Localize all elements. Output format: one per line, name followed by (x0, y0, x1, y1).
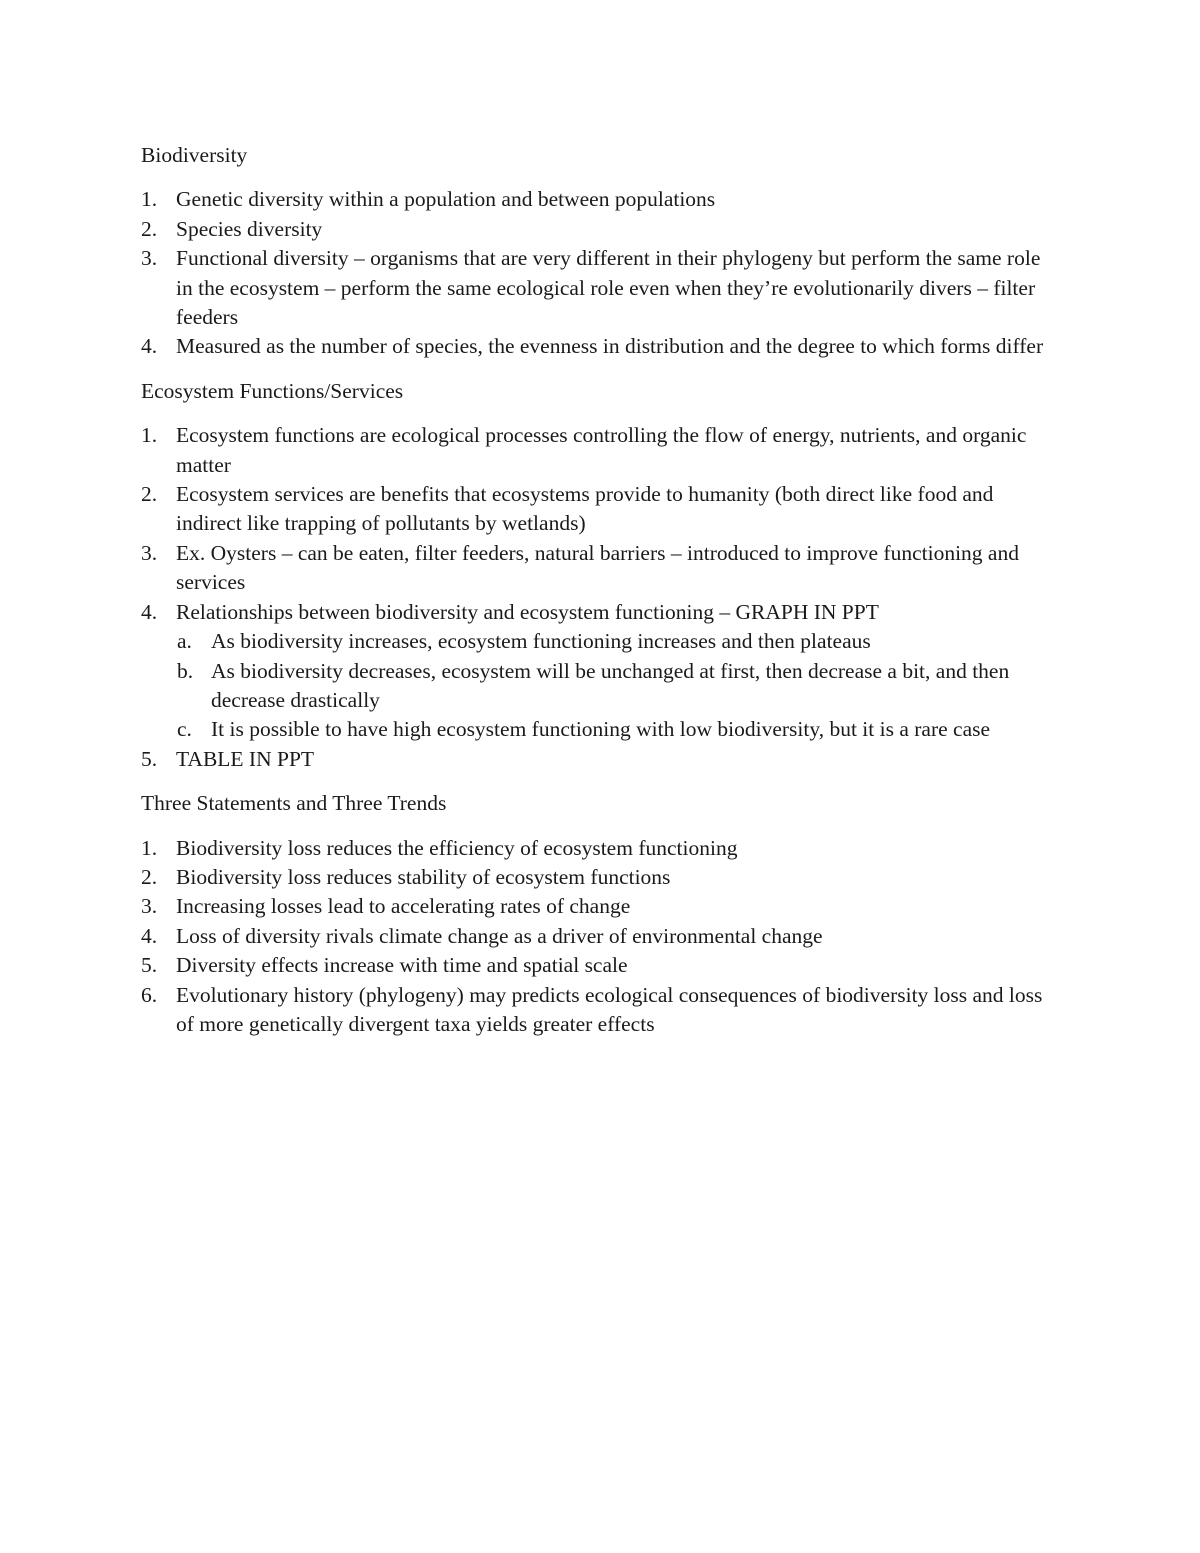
list-marker: 3. (141, 894, 158, 919)
list-item (141, 332, 1061, 361)
list-marker: 2. (141, 216, 158, 241)
sublist-marker: c. (177, 717, 192, 742)
sublist-item-text: As biodiversity decreases, ecosystem will be unchanged at first, then decrease a bit, and then decrease drastically (211, 658, 1010, 712)
list-item-text: Species diversity (176, 216, 323, 241)
sublist-item-text: As biodiversity increases, ecosystem functioning increases and then plateaus (211, 629, 871, 654)
list-item (141, 480, 1061, 539)
list-marker: 2. (141, 482, 158, 507)
section-title-ecosystem-functions: Ecosystem Functions/Services (141, 378, 404, 403)
document-page (141, 141, 1061, 1054)
list-item (141, 185, 1061, 214)
list-marker: 4. (141, 599, 158, 624)
list-marker: 4. (141, 334, 158, 359)
list-marker: 1. (141, 423, 158, 448)
list-item-text: Functional diversity – organisms that are very different in their phylogeny but perform the same role in the ecosystem – perform the same ecological role even when they’re evolutionarily divers – filter feeders (176, 246, 1041, 330)
list-item (141, 981, 1061, 1040)
sublist-marker: a. (177, 629, 192, 654)
list-marker: 5. (141, 746, 158, 771)
list-item-text: Ecosystem functions are ecological processes controlling the flow of energy, nutrients, and organic matter (176, 423, 1027, 477)
list-marker: 6. (141, 982, 158, 1007)
sublist-item (176, 627, 1061, 656)
list-marker: 4. (141, 923, 158, 948)
list-item-text: Relationships between biodiversity and ecosystem functioning – GRAPH IN PPT (176, 599, 879, 624)
list-item (141, 244, 1061, 332)
sublist-marker: b. (177, 658, 194, 683)
list-item-text: Loss of diversity rivals climate change as a driver of environmental change (176, 923, 823, 948)
list-item (141, 834, 1061, 863)
sublist-item (176, 715, 1061, 744)
list-item-text: Increasing losses lead to accelerating rates of change (176, 894, 631, 919)
list-item-text: Biodiversity loss reduces the efficiency of ecosystem functioning (176, 835, 738, 860)
sublist-item-text: It is possible to have high ecosystem functioning with low biodiversity, but it is a rare case (211, 717, 991, 742)
list-item-text: TABLE IN PPT (176, 746, 315, 771)
list-three-statements (141, 834, 1061, 1040)
list-ecosystem-functions (141, 421, 1061, 774)
list-item-text: Measured as the number of species, the evenness in distribution and the degree to which forms differ (176, 334, 1044, 359)
list-marker: 5. (141, 953, 158, 978)
list-item (141, 863, 1061, 892)
list-marker: 1. (141, 835, 158, 860)
sublist-relationships (176, 627, 1061, 745)
list-item-text: Biodiversity loss reduces stability of ecosystem functions (176, 864, 671, 889)
list-marker: 2. (141, 864, 158, 889)
sublist-item (176, 657, 1061, 716)
list-item (141, 745, 1061, 774)
list-marker: 3. (141, 540, 158, 565)
list-item-text: Ex. Oysters – can be eaten, filter feeders, natural barriers – introduced to improve functioning and services (176, 540, 1019, 595)
list-item-text: Genetic diversity within a population and between populations (176, 187, 716, 212)
list-marker: 3. (141, 246, 158, 271)
list-item (141, 598, 1061, 745)
list-item (141, 215, 1061, 244)
list-item (141, 539, 1061, 598)
list-item (141, 951, 1061, 980)
list-item-text: Ecosystem services are benefits that ecosystems provide to humanity (both direct like food and indirect like trapping of pollutants by wetlands) (176, 482, 994, 536)
list-marker: 1. (141, 187, 158, 212)
list-item-text: Diversity effects increase with time and spatial scale (176, 953, 628, 978)
section-title-biodiversity: Biodiversity (141, 143, 248, 167)
list-item (141, 421, 1061, 480)
list-item-text: Evolutionary history (phylogeny) may predicts ecological consequences of biodiversity loss and loss of more genetically divergent taxa yields greater effects (176, 982, 1043, 1036)
list-biodiversity (141, 185, 1061, 361)
section-title-three-statements: Three Statements and Three Trends (141, 791, 447, 816)
list-item (141, 922, 1061, 951)
list-item (141, 892, 1061, 921)
